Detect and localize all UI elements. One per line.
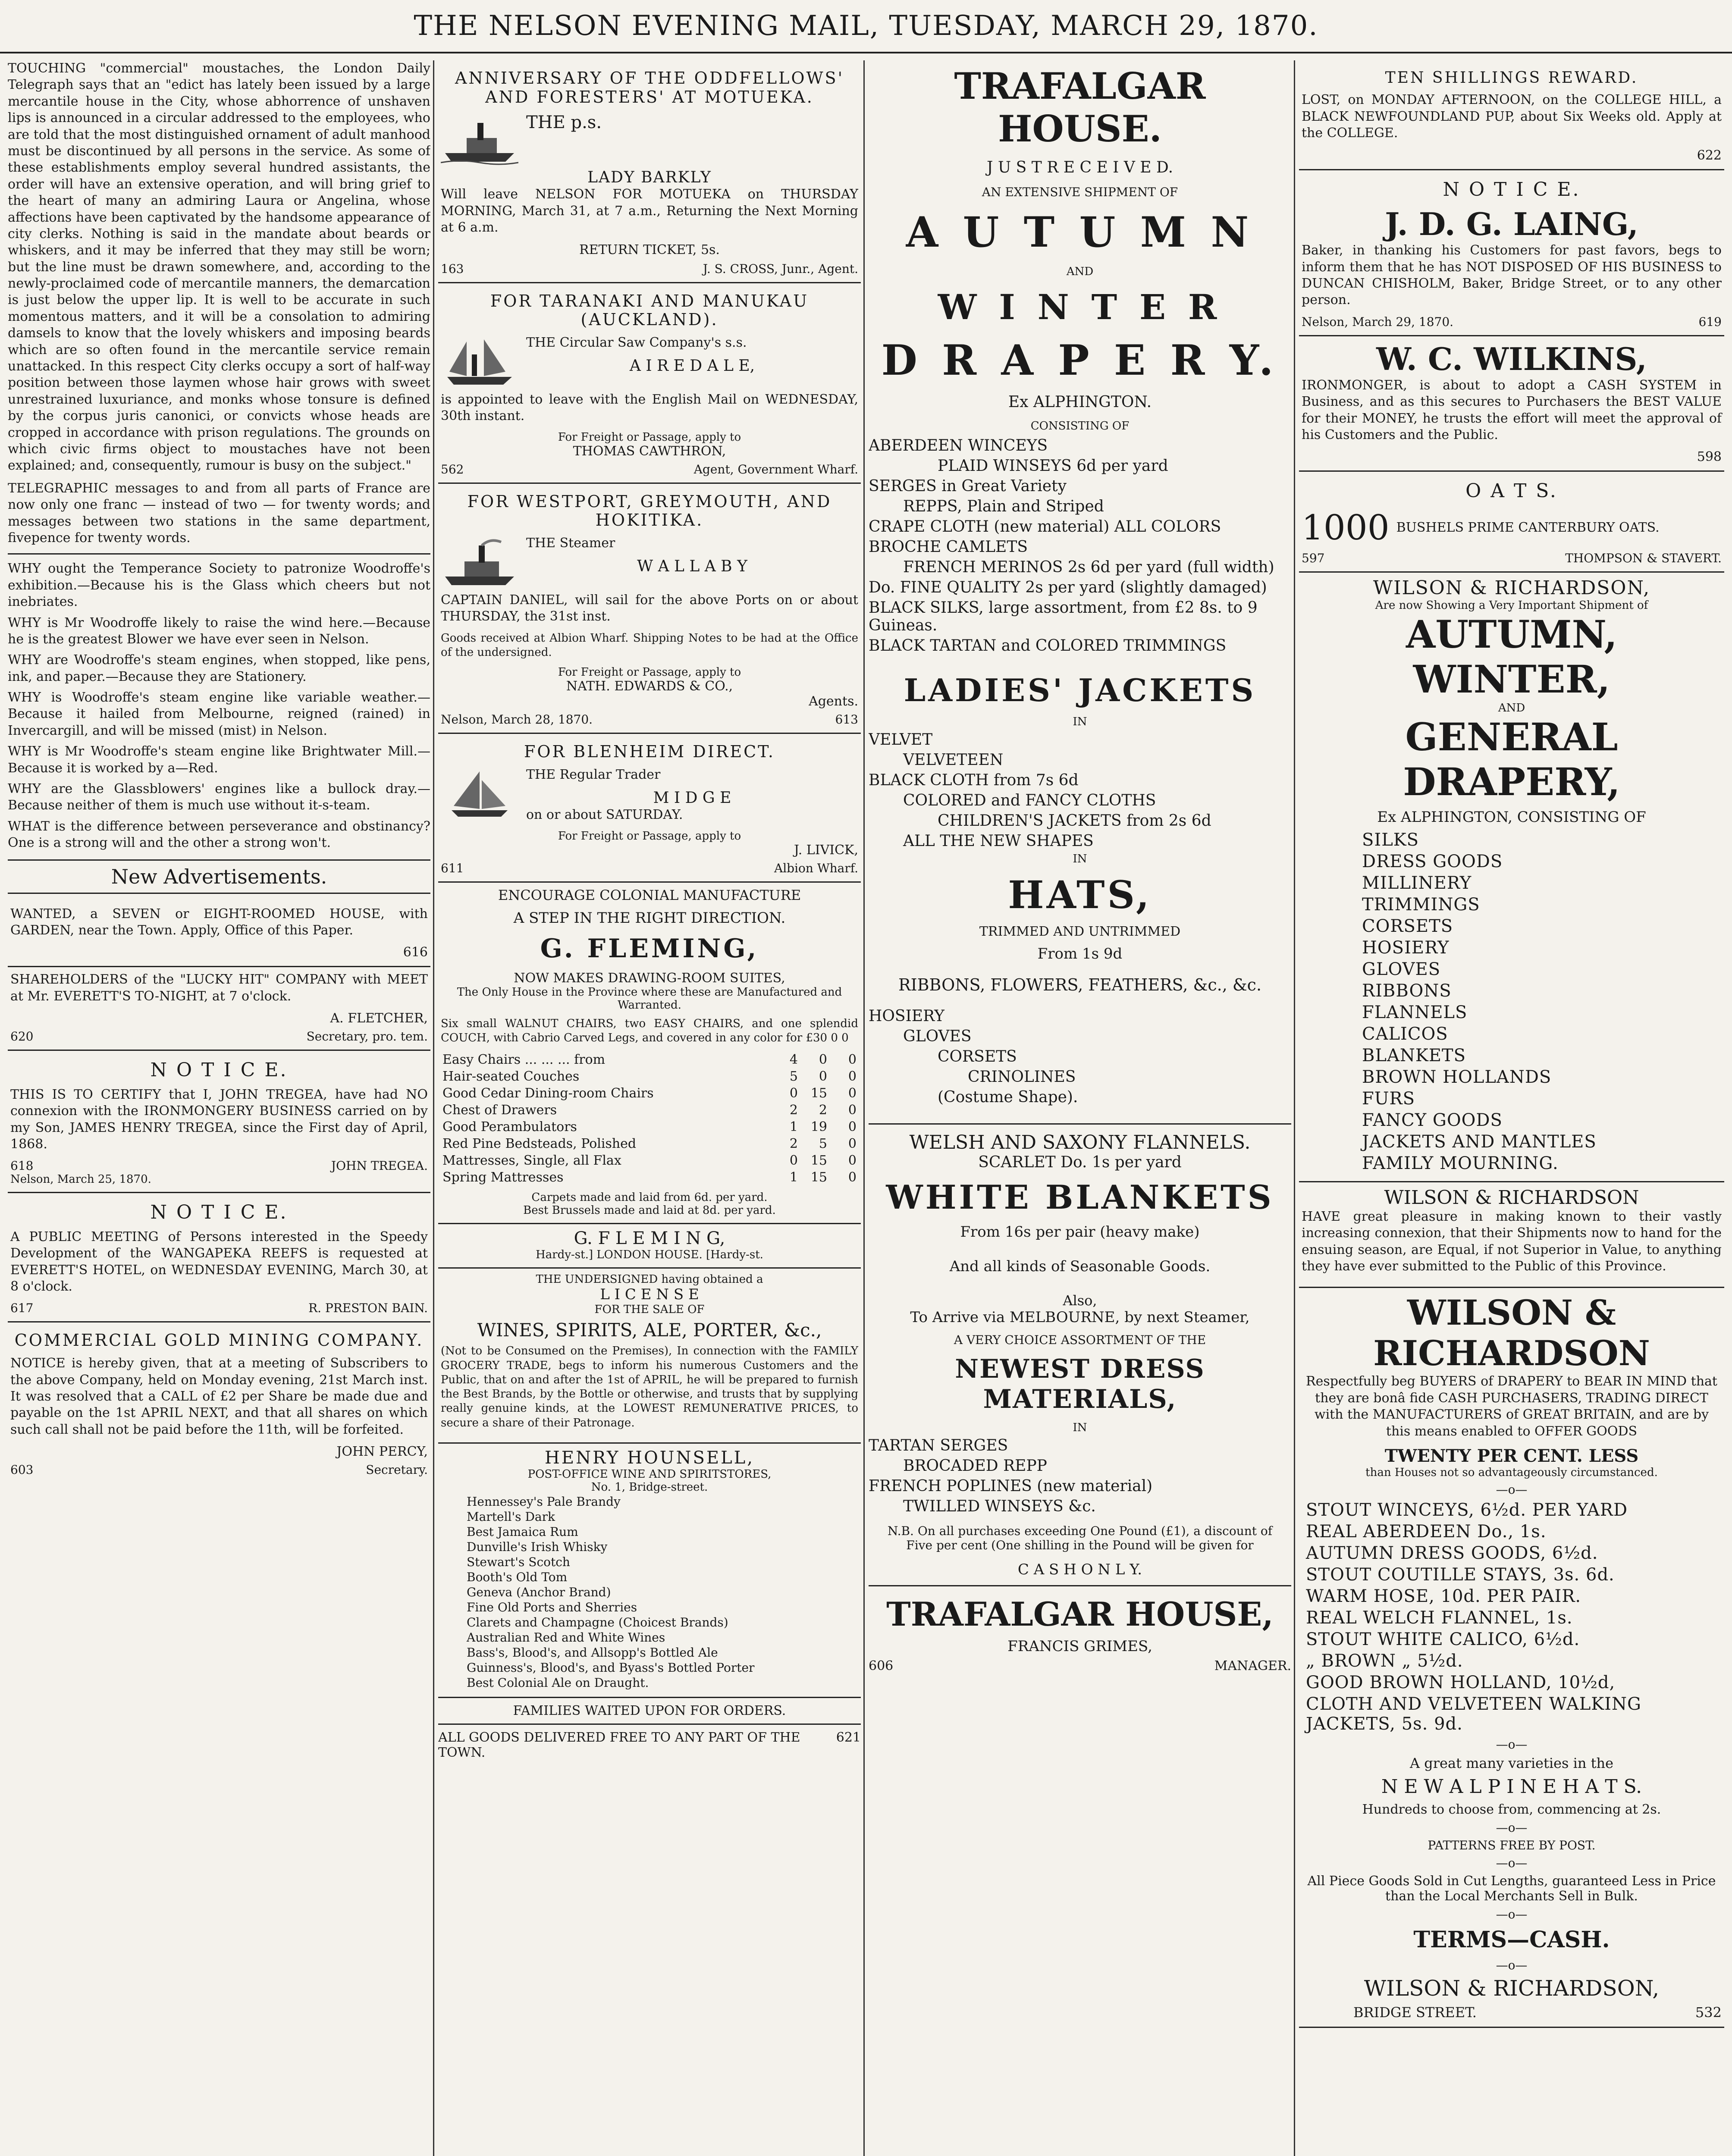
offers-list	[1302, 1500, 1722, 1734]
ticket-price: RETURN TICKET, 5s.	[579, 242, 720, 257]
column-3	[869, 60, 1291, 2156]
ad-fleming-furniture	[438, 883, 861, 1225]
than-line: than Houses not so advantageously circumstanced.	[1365, 1466, 1658, 1479]
sailing-ship-icon	[441, 337, 518, 389]
wine-item: Australian Red and White Wines	[467, 1630, 665, 1645]
ad-title: TEN SHILLINGS REWARD.	[1385, 69, 1638, 87]
trafalgar-footer: TRAFALGAR HOUSE,	[886, 1595, 1274, 1633]
list-item: GLOVES	[1362, 959, 1441, 979]
new-ads-heading: New Advertisements.	[8, 859, 430, 894]
ad-body: CAPTAIN DANIEL, will sail for the above Ports on or about THURSDAY, the 31st inst.	[441, 592, 858, 624]
ad-role: Agent, Government Wharf.	[693, 462, 858, 476]
ad-role: Albion Wharf.	[774, 861, 858, 875]
list-item: CALICOS	[1362, 1024, 1448, 1044]
divider: —o—	[1496, 1907, 1528, 1921]
list-item: JACKETS AND MANTLES	[1362, 1131, 1597, 1152]
ad-date: Nelson, March 28, 1870.	[441, 712, 593, 727]
price-list	[441, 1051, 858, 1186]
column-rule	[863, 60, 865, 2156]
ad-license	[438, 1269, 861, 1444]
shipment-line: AN EXTENSIVE SHIPMENT OF	[982, 185, 1178, 199]
list-item: FRENCH MERINOS 2s 6d per yard (full width)	[903, 558, 1274, 576]
offer-item: REAL ABERDEEN Do., 1s.	[1306, 1522, 1547, 1542]
fleming-address: Hardy-st.] LONDON HOUSE. [Hardy-st.	[536, 1248, 763, 1262]
ship-name: W A L L A B Y	[637, 558, 747, 576]
offer-item: CLOTH AND VELVETEEN WALKING JACKETS, 5s. 9d.	[1306, 1694, 1641, 1734]
list-item: (Costume Shape).	[938, 1088, 1078, 1106]
scarlet-line: SCARLET Do. 1s per yard	[978, 1153, 1182, 1171]
ship-intro: THE Regular Trader	[526, 767, 661, 783]
ad-body: Baker, in thanking his Customers for past favors, begs to inform them that he has NOT DISPOSED OF HIS BUSINESS to DUNCAN CHISHOLM, Baker, Bridge Street, or to any other person.	[1302, 243, 1722, 308]
ad-body: IRONMONGER, is about to adopt a CASH SYSTEM in Business, and as this secures to Purchasers the BEST VALUE for their MONEY, he trusts the effort will meet the approval of his Customers and the Public.	[1302, 377, 1722, 442]
list-item: FANCY GOODS	[1362, 1110, 1503, 1130]
ad-role: Secretary.	[366, 1463, 428, 1477]
ad-number: 597	[1302, 551, 1325, 565]
fabric-list	[869, 437, 1291, 655]
also-word: Also,	[1063, 1292, 1097, 1309]
ad-reward	[1299, 60, 1724, 170]
license-body: (Not to be Consumed on the Premises), In connection with the FAMILY GROCERY TRADE, begs to inform his numerous Customers and the Public, that on and after the 1st of APRIL, he will be prepared to furnish the Best Brands, by the Bottle or otherwise, and trusts that by supplying really genuine kinds, at the LOWEST REMUNERATIVE PRICES, to secure a share of their Patronage.	[441, 1344, 858, 1429]
ad-title: N O T I C E.	[150, 1201, 288, 1224]
wine-item: Hennessey's Pale Brandy	[467, 1494, 621, 1509]
ship-intro: THE Steamer	[526, 536, 615, 551]
ad-gold-mining	[8, 1322, 430, 1483]
ad-number: 163	[441, 261, 464, 276]
ship-name: A I R E D A L E,	[629, 357, 755, 375]
offer-item: STOUT WINCEYS, 6½d. PER YARD	[1306, 1500, 1628, 1520]
ad-number: 532	[1695, 2004, 1722, 2021]
ad-title: FOR BLENHEIM DIRECT.	[524, 742, 775, 761]
divider: —o—	[1496, 1856, 1528, 1870]
ship-intro: THE p.s.	[526, 113, 602, 133]
ad-body: NOTICE is hereby given, that at a meeting of Subscribers to the above Company, held on Monday evening, 21st March inst. It was resolved that a CALL of £2 per Share be made due and payable on the 1st APRIL NEXT, and that all shares on which such call shall not be paid before the 11th, will be forfeited.	[10, 1356, 428, 1437]
ad-signature: JOHN PERCY,	[336, 1444, 428, 1460]
ad-wanted-house	[8, 902, 430, 968]
choice-line: A VERY CHOICE ASSORTMENT OF THE	[954, 1333, 1206, 1347]
ad-motueka	[438, 60, 861, 283]
ad-shareholders	[8, 967, 430, 1051]
hundreds-line: Hundreds to choose from, commencing at 2s.	[1362, 1802, 1661, 1817]
price-row: Spring Mattresses 1 15 0	[442, 1170, 857, 1185]
ad-notice-wangapeka	[8, 1193, 430, 1322]
ad-number: 619	[1698, 314, 1722, 329]
ad-number: 618	[10, 1159, 34, 1173]
steamship-icon	[441, 538, 518, 589]
wine-item: Martell's Dark	[467, 1509, 555, 1524]
list-item: ABERDEEN WINCEYS	[869, 437, 1048, 454]
fleming-tag: NOW MAKES DRAWING-ROOM SUITES,	[514, 970, 785, 986]
list-item: HOSIERY	[869, 1007, 944, 1025]
ad-date: Nelson, March 29, 1870.	[1302, 314, 1454, 329]
ad-number: 616	[403, 945, 428, 960]
list-item: FURS	[1362, 1088, 1415, 1109]
hosiery-list	[869, 1007, 1291, 1106]
ad-wilkins	[1299, 336, 1724, 472]
ad-number: 617	[10, 1301, 34, 1316]
proprietor-name: FRANCIS GRIMES,	[1007, 1638, 1152, 1655]
ad-notice-tregea	[8, 1051, 430, 1193]
riddle: WHY is Mr Woodroffe likely to raise the wind here.—Because he is the greatest Blower we have ever seen in Nelson.	[8, 615, 430, 647]
ad-title: FOR WESTPORT, GREYMOUTH, AND HOKITIKA.	[467, 492, 832, 530]
ad-title: ENCOURAGE COLONIAL MANUFACTURE	[498, 887, 801, 903]
trimmed-line: TRIMMED AND UNTRIMMED	[979, 924, 1181, 939]
list-item: CRINOLINES	[968, 1068, 1076, 1086]
ad-signature: R. PRESTON BAIN.	[308, 1301, 428, 1316]
wine-item: Geneva (Anchor Brand)	[467, 1585, 611, 1599]
ad-title: N O T I C E.	[1443, 178, 1581, 201]
list-item: HOSIERY	[1362, 937, 1450, 958]
ad-number: 620	[10, 1029, 34, 1044]
ad-number: 598	[1697, 449, 1722, 465]
jacket-list	[869, 731, 1291, 850]
ship-name: LADY BARKLY	[587, 169, 712, 187]
hounsell-address: No. 1, Bridge-street.	[591, 1480, 708, 1494]
list-item: MILLINERY	[1362, 873, 1472, 893]
fleming-set: Six small WALNUT CHAIRS, two EASY CHAIRS, and one splendid COUCH, with Cabrio Carved Legs, and covered in any color for £30 0 0	[441, 1017, 858, 1045]
just-received: J U S T R E C E I V E D.	[986, 159, 1173, 176]
ladies-jackets: LADIES' JACKETS	[904, 672, 1256, 708]
divider: —o—	[1496, 1737, 1528, 1752]
ad-role: Secretary, pro. tem.	[306, 1029, 428, 1044]
drapery-heading: D R A P E R Y.	[881, 336, 1279, 385]
freight-line: For Freight or Passage, apply to	[558, 829, 741, 843]
list-item: VELVET	[869, 731, 933, 749]
wr-ex: Ex ALPHINGTON, CONSISTING OF	[1377, 808, 1646, 826]
article-telegraphic: TELEGRAPHIC messages to and from all parts of France are now only one franc — instead of two — for twenty words; and messages between two stations in the same department, fivepence for twenty words.	[8, 480, 430, 555]
list-item: TWILLED WINSEYS &c.	[903, 1498, 1096, 1515]
list-item: CRAPE CLOTH (new material) ALL COLORS	[869, 518, 1221, 536]
list-item: SERGES in Great Variety	[869, 477, 1067, 495]
wr-name: WILSON & RICHARDSON,	[1373, 577, 1650, 599]
list-item: FRENCH POPLINES (new material)	[869, 1477, 1153, 1495]
ship-name: M I D G E	[653, 789, 731, 807]
consisting-of: CONSISTING OF	[1030, 420, 1130, 432]
ad-title: O A T S.	[1465, 480, 1558, 502]
agent-name: J. LIVICK,	[794, 842, 858, 858]
list-item: VELVETEEN	[903, 751, 1004, 769]
ad-signature: JOHN TREGEA.	[331, 1159, 428, 1173]
piece-goods-line: All Piece Goods Sold in Cut Lengths, guaranteed Less in Price than the Local Merchants Sell in Bulk.	[1307, 1874, 1716, 1904]
freight-line: For Freight or Passage, apply to	[558, 430, 741, 444]
wine-item: Stewart's Scotch	[467, 1554, 570, 1569]
families-line: FAMILIES WAITED UPON FOR ORDERS.	[438, 1703, 861, 1725]
list-item: TRIMMINGS	[1362, 894, 1480, 915]
wine-item: Fine Old Ports and Sherries	[467, 1600, 637, 1614]
ad-title: ANNIVERSARY OF THE ODDFELLOWS' AND FORESTERS' AT MOTUEKA.	[455, 69, 844, 107]
column-rule	[433, 60, 434, 2156]
seasonable-line: And all kinds of Seasonable Goods.	[949, 1258, 1211, 1275]
wr-goods-list	[1302, 830, 1722, 1173]
ad-body: Will leave NELSON FOR MOTUEKA on THURSDAY MORNING, March 31, at 7 a.m., Returning the Next Morning at 6 a.m.	[441, 187, 858, 235]
welsh-flannels: WELSH AND SAXONY FLANNELS.	[869, 1123, 1291, 1153]
ad-wilson-richardson-3	[1299, 1288, 1724, 2028]
terms-cash: TERMS—CASH.	[1413, 1927, 1610, 1953]
ad-title: FOR TARANAKI AND MANUKAU (AUCKLAND).	[490, 291, 809, 329]
list-item: RIBBONS	[1362, 981, 1452, 1001]
ad-body: Respectfully beg BUYERS of DRAPERY to BEAR IN MIND that they are bonâ fide CASH PURCHASERS, TRADING DIRECT with the MANUFACTURERS of GREAT BRITAIN, and are by this means enabled to OFFER GOODS	[1306, 1374, 1717, 1439]
list-item: BLANKETS	[1362, 1045, 1466, 1065]
in-word: IN	[1073, 852, 1087, 865]
ad-body: A PUBLIC MEETING of Persons interested in the Speedy Development of the WANGAPEKA REEFS is requested at EVERETT'S HOTEL, on WEDNESDAY EVENING, March 30, at 8 o'clock.	[10, 1229, 428, 1294]
offer-item: GOOD BROWN HOLLAND, 10½d,	[1306, 1673, 1616, 1692]
hats-price: From 1s 9d	[1037, 945, 1123, 962]
ad-subtitle: A STEP IN THE RIGHT DIRECTION.	[513, 909, 786, 927]
divider: —o—	[1496, 1958, 1528, 1972]
license-for: FOR THE SALE OF	[594, 1303, 705, 1316]
riddle: WHY is Mr Woodroffe's steam engine like Brightwater Mill.—Because it is worked by a—Red.	[8, 744, 430, 776]
ribbons-line: RIBBONS, FLOWERS, FEATHERS, &c., &c.	[898, 975, 1262, 994]
ad-title: N O T I C E.	[150, 1059, 288, 1081]
list-item: CORSETS	[1362, 916, 1453, 936]
wilkins-name: W. C. WILKINS,	[1376, 340, 1647, 377]
wr-autumn-winter: AUTUMN, WINTER,	[1406, 611, 1618, 702]
sailing-ship-icon	[441, 769, 518, 821]
ad-number: 562	[441, 462, 464, 476]
ad-westport	[438, 484, 861, 734]
ad-body: WANTED, a SEVEN or EIGHT-ROOMED HOUSE, with GARDEN, near the Town. Apply, Office of this Paper.	[10, 906, 428, 938]
divider: —o—	[1496, 1821, 1528, 1835]
list-item: FAMILY MOURNING.	[1362, 1153, 1559, 1173]
column-rule	[1294, 60, 1295, 2156]
ad-number: 603	[10, 1463, 34, 1477]
carpets-line: Carpets made and laid from 6d. per yard.	[531, 1191, 768, 1204]
ad-role: Agents.	[809, 694, 858, 709]
riddle: WHY are the Glassblowers' engines like a bullock dray.—Because neither of them is much use without it-s-team.	[8, 781, 430, 813]
oats-number: 1000	[1302, 507, 1390, 548]
ad-body: is appointed to leave with the English Mail on WEDNESDAY, 30th instant.	[441, 392, 858, 424]
fleming-name: G. FLEMING,	[540, 933, 759, 964]
newest-heading: NEWEST DRESS MATERIALS,	[955, 1354, 1205, 1414]
list-item: CORSETS	[938, 1048, 1017, 1065]
price-row: Mattresses, Single, all Flax 0 15 0	[442, 1153, 857, 1169]
nb-line: N.B. On all purchases exceeding One Pound (£1), a discount of Five per cent (One shilling in the Pound will be given for	[887, 1524, 1273, 1552]
winter-heading: W I N T E R	[938, 287, 1222, 327]
laing-name: J. D. G. LAING,	[1385, 206, 1638, 243]
patterns-line: PATTERNS FREE BY POST.	[1428, 1838, 1596, 1852]
ad-body: THIS IS TO CERTIFY that I, JOHN TREGEA, have had NO connexion with the IRONMONGERY BUSINESS carried on by my Son, JAMES HENRY TREGEA, since the First day of April, 1868.	[10, 1087, 428, 1152]
list-item: FLANNELS	[1362, 1002, 1468, 1022]
list-item: ALL THE NEW SHAPES	[903, 832, 1094, 850]
masthead: THE NELSON EVENING MAIL, TUESDAY, MARCH 29, 1870.	[0, 0, 1732, 53]
wr-name: WILSON & RICHARDSON	[1384, 1186, 1639, 1209]
alpine-hats: N E W A L P I N E H A T S.	[1381, 1776, 1642, 1798]
and-word: AND	[1498, 701, 1525, 714]
wine-item: Best Jamaica Rum	[467, 1524, 578, 1539]
list-item: Do. FINE QUALITY 2s per yard (slightly damaged)	[869, 579, 1267, 596]
hats-heading: HATS,	[1008, 872, 1152, 917]
twenty-per-cent: TWENTY PER CENT. LESS	[1384, 1446, 1639, 1466]
price-row: Hair-seated Couches 5 0 0	[442, 1069, 857, 1084]
ad-signature: A. FLETCHER,	[330, 1011, 428, 1026]
ex-ship: Ex ALPHINGTON.	[1008, 393, 1152, 411]
delivered-line: ALL GOODS DELIVERED FREE TO ANY PART OF THE TOWN.	[438, 1730, 800, 1760]
goods-note: Goods received at Albion Wharf. Shipping Notes to be had at the Office of the undersigned.	[441, 631, 858, 659]
list-item: BROWN HOLLANDS	[1362, 1067, 1552, 1087]
offer-item: „ BROWN „ 5½d.	[1306, 1651, 1463, 1671]
wine-item: Booth's Old Tom	[467, 1570, 568, 1584]
license-items: WINES, SPIRITS, ALE, PORTER, &c.,	[477, 1319, 822, 1341]
column-1	[8, 60, 430, 2156]
bridge-street: BRIDGE STREET.	[1353, 2004, 1477, 2021]
cash-only: C A S H O N L Y.	[869, 1561, 1291, 1586]
price-row: Good Perambulators 1 19 0	[442, 1119, 857, 1135]
ad-body: SHAREHOLDERS of the "LUCKY HIT" COMPANY with MEET at Mr. EVERETT'S TO-NIGHT, at 7 o'clock.	[10, 972, 428, 1004]
column-2	[438, 60, 861, 2156]
article-moustaches: TOUCHING "commercial" moustaches, the London Daily Telegraph says that an "edict has lately been issued by a large mercantile house in the City, whose abhorrence of unshaven lips is announced in a circular addressed to the employees, who are told that the most distinguished ornament of adult manhood must be discontinued by all persons in the service. As some of these establishments employ several hundred assistants, the order will have an extensive operation, and will bring grief to the heart of many an admiring Laura or Angelina, whose affections have been captivated by the handsome appearance of city clerks. Nothing is said in the mandate about beards or whiskers, and it may be inferred that they may still be worn; but the line must be drawn somewhere, and, according to the newly-proclaimed code of mercantile manners, the demarcation is just below the upper lip. It is well to be accurate in such momentous matters, and it will be a consolation to admiring damsels to know that the lovely whiskers and imposing beards which are so often found in the mercantile service remain unattacked. In this respect City clerks occupy a sort of half-way position between those laymen whose hair grows with sweet unrestrained luxuriance, and monks whose tonsure is defined by the corpus juris canonici, or convicts whose heads are cropped in accordance with prison regulations. The grounds on which civic firms object to moustaches have not been explained; and, consequently, rumour is busy on the subject."	[8, 61, 430, 473]
white-blankets: WHITE BLANKETS	[886, 1178, 1274, 1216]
license-word: L I C E N S E	[600, 1286, 699, 1304]
list-item: BLACK TARTAN and COLORED TRIMMINGS	[869, 637, 1227, 655]
ad-number: 606	[869, 1658, 894, 1673]
manager-label: MANAGER.	[1214, 1658, 1291, 1673]
ad-number: 611	[441, 861, 464, 875]
in-word: IN	[1073, 715, 1087, 728]
price-row: Red Pine Bedsteads, Polished 2 5 0	[442, 1136, 857, 1152]
ad-taranaki	[438, 283, 861, 484]
ad-wilson-richardson-2	[1299, 1182, 1724, 1288]
list-item: BROCHE CAMLETS	[869, 538, 1028, 556]
riddle: WHY ought the Temperance Society to patronize Woodroffe's exhibition.—Because his is the Glass which cheers but not inebriates.	[8, 561, 430, 610]
carpets-line: Best Brussels made and laid at 8d. per yard.	[523, 1204, 776, 1217]
fleming-name: G. F L E M I N G,	[574, 1228, 725, 1249]
ad-hounsell	[438, 1444, 861, 1698]
wr-name: WILSON & RICHARDSON,	[1364, 1976, 1660, 2001]
wine-item: Guinness's, Blood's, and Byass's Bottled Porter	[467, 1660, 755, 1675]
fleming-only: The Only House in the Province where these are Manufactured and Warranted.	[457, 985, 842, 1012]
offer-item: AUTUMN DRESS GOODS, 6½d.	[1306, 1543, 1598, 1563]
wr-sub: Are now Showing a Very Important Shipment of	[1375, 599, 1648, 612]
in-word: IN	[1073, 1421, 1087, 1434]
ad-date: Nelson, March 25, 1870.	[10, 1173, 151, 1186]
riddle: WHAT is the difference between perseverance and obstinancy? One is a strong will and the other a strong won't.	[8, 818, 430, 851]
freight-line: For Freight or Passage, apply to	[558, 666, 741, 679]
ad-number: 622	[1697, 147, 1722, 163]
ad-wilson-richardson-1	[1299, 573, 1724, 1182]
list-item: COLORED and FANCY CLOTHS	[903, 792, 1156, 809]
list-item: DRESS GOODS	[1362, 851, 1503, 871]
ad-signature: THOMPSON & STAVERT.	[1565, 551, 1722, 565]
price-row: Chest of Drawers 2 2 0	[442, 1103, 857, 1118]
ad-blenheim	[438, 734, 861, 882]
list-item: GLOVES	[903, 1028, 972, 1045]
agent-name: NATH. EDWARDS & CO.,	[566, 679, 733, 694]
ad-body: HAVE great pleasure in making known to their vastly increasing connexion, that their Shipments now to hand for the ensuing season, are Equal, if not Superior in Value, to anything they have ever submitted to the Public of this Province.	[1302, 1209, 1722, 1274]
variety-line: A great many varieties in the	[1409, 1755, 1614, 1771]
ad-title: COMMERCIAL GOLD MINING COMPANY.	[14, 1331, 424, 1350]
trafalgar-title: TRAFALGAR HOUSE.	[954, 65, 1206, 150]
steamship-icon	[441, 114, 518, 166]
ad-body: on or about SATURDAY.	[526, 807, 683, 823]
ad-laing	[1299, 170, 1724, 336]
list-item: BLACK SILKS, large assortment, from £2 8s. to 9 Guineas.	[869, 599, 1258, 634]
wr-name: WILSON & RICHARDSON	[1373, 1292, 1650, 1374]
list-item: TARTAN SERGES	[869, 1437, 1008, 1454]
price-row: Easy Chairs ... ... ... from 4 0 0	[442, 1052, 857, 1068]
list-item: REPPS, Plain and Striped	[903, 498, 1104, 515]
hounsell-name: HENRY HOUNSELL,	[545, 1448, 754, 1468]
ad-signature: J. S. CROSS, Junr., Agent.	[703, 261, 858, 276]
wine-item: Dunville's Irish Whisky	[467, 1539, 608, 1554]
wine-item: Clarets and Champagne (Choicest Brands)	[467, 1615, 728, 1630]
divider: —o—	[1496, 1482, 1528, 1497]
hounsell-tag: POST-OFFICE WINE AND SPIRITSTORES,	[527, 1467, 772, 1481]
list-item: BROCADED REPP	[903, 1457, 1047, 1475]
arrive-line: To Arrive via MELBOURNE, by next Steamer,	[910, 1309, 1250, 1326]
wine-item: Bass's, Blood's, and Allsopp's Bottled Ale	[467, 1645, 718, 1660]
ship-intro: THE Circular Saw Company's s.s.	[526, 335, 747, 350]
ad-number: 613	[835, 712, 858, 727]
blankets-price: From 16s per pair (heavy make)	[960, 1223, 1200, 1241]
price-row: Good Cedar Dining-room Chairs 0 15 0	[442, 1086, 857, 1101]
offer-item: STOUT WHITE CALICO, 6½d.	[1306, 1630, 1580, 1649]
autumn-heading: A U T U M N	[906, 208, 1254, 257]
ad-fleming-address	[438, 1224, 861, 1269]
list-item: SILKS	[1362, 830, 1419, 850]
riddle: WHY are Woodroffe's steam engines, when stopped, like pens, ink, and paper.—Because they are Stationery.	[8, 652, 430, 684]
list-item: PLAID WINSEYS 6d per yard	[938, 457, 1168, 475]
ad-number: 621	[836, 1730, 861, 1745]
license-intro: THE UNDERSIGNED having obtained a	[536, 1273, 763, 1286]
riddle: WHY is Woodroffe's steam engine like variable weather.—Because it hailed from Melbourne, reigned (rained) in Invercargill, and will be missed (mist) in Nelson.	[8, 690, 430, 738]
wine-item: Best Colonial Ale on Draught.	[467, 1675, 649, 1690]
and-word: AND	[1066, 265, 1094, 278]
column-4	[1299, 60, 1724, 2156]
ad-oats	[1299, 472, 1724, 573]
oats-body: BUSHELS PRIME CANTERBURY OATS.	[1396, 520, 1660, 535]
offer-item: REAL WELCH FLANNEL, 1s.	[1306, 1608, 1573, 1628]
offer-item: STOUT COUTILLE STAYS, 3s. 6d.	[1306, 1565, 1615, 1585]
list-item: BLACK CLOTH from 7s 6d	[869, 771, 1079, 789]
wr-general-drapery: GENERAL DRAPERY,	[1403, 714, 1620, 804]
agent-name: THOMAS CAWTHRON,	[573, 443, 726, 459]
materials-list	[869, 1437, 1291, 1515]
offer-item: WARM HOSE, 10d. PER PAIR.	[1306, 1586, 1581, 1606]
ad-body: LOST, on MONDAY AFTERNOON, on the COLLEGE HILL, a BLACK NEWFOUNDLAND PUP, about Six Weeks old. Apply at the COLLEGE.	[1302, 92, 1722, 141]
riddles	[8, 561, 430, 851]
list-item: CHILDREN'S JACKETS from 2s 6d	[938, 812, 1211, 830]
